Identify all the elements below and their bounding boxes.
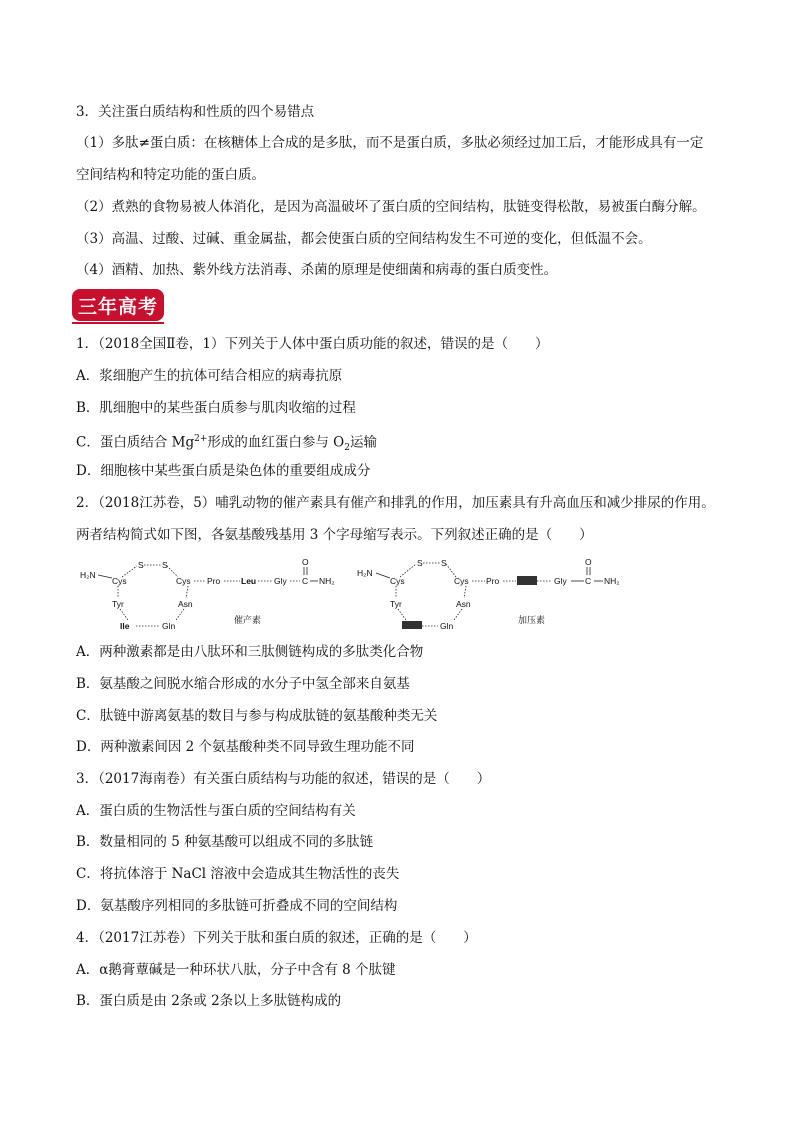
question-2-option-b: B．氨基酸之间脱水缩合形成的水分子中氢全部来自氨基 [76, 676, 410, 692]
cys-right-label: Cys [454, 576, 469, 586]
cys-left-label: Cys [112, 576, 127, 586]
tyr-label: Tyr [112, 599, 124, 609]
gln-label: Gln [440, 621, 454, 631]
question-2-option-c: C．肽链中游离氨基的数目与参与构成肽链的氨基酸种类无关 [76, 708, 438, 724]
question-3-option-c: C．将抗体溶于 NaCl 溶液中会造成其生物活性的丧失 [76, 866, 400, 882]
option-c-text-2: 形成的血红蛋白参与 O [207, 434, 345, 451]
amide-label: NH₂ [604, 576, 620, 586]
sulfur-label: S [441, 558, 447, 568]
leu-label: Leu [241, 576, 257, 586]
question-1-option-b: B．肌细胞中的某些蛋白质参与肌肉收缩的过程 [76, 400, 356, 416]
asn-label: Asn [178, 599, 193, 609]
question-4-stem: 4．（2017江苏卷）下列关于肽和蛋白质的叙述，正确的是（ ） [76, 930, 477, 946]
oxygen-label: O [585, 557, 592, 567]
vasopressin-structure [357, 557, 620, 631]
asn-label: Asn [456, 599, 471, 609]
question-3-option-b: B．数量相同的 5 种氨基酸可以组成不同的多肽链 [76, 834, 374, 850]
question-3-option-d: D．氨基酸序列相同的多肽链可折叠成不同的空间结构 [76, 898, 398, 914]
carbon-label: C [585, 576, 592, 586]
question-2-option-a: A．两种激素都是由八肽环和三肽侧链构成的多肽类化合物 [76, 644, 424, 660]
sulfur-label: S [417, 558, 423, 568]
oxytocin-caption: 催产素 [234, 615, 262, 625]
option-c-subscript: 2 [344, 443, 350, 454]
cys-right-label: Cys [176, 576, 191, 586]
section-badge: 三年高考 [72, 289, 164, 321]
question-2-stem-line-2: 两者结构简式如下图，各氨基酸残基用 3 个字母缩写表示。下列叙述正确的是（ ） [76, 527, 593, 543]
question-2-option-d: D．两种激素间因 2 个氨基酸种类不同导致生理功能不同 [76, 739, 415, 755]
amino-label: H₂N [80, 570, 96, 580]
question-1-option-d: D．细胞核中某些蛋白质是染色体的重要组成成分 [76, 463, 371, 479]
question-3-option-a: A．蛋白质的生物活性与蛋白质的空间结构有关 [76, 803, 356, 819]
amino-label: H₂N [357, 568, 373, 578]
residue-blot [517, 576, 537, 585]
option-c-text-1: C．蛋白质结合 Mg [76, 434, 195, 451]
question-4-option-b: B．蛋白质是由 2条或 2条以上多肽链构成的 [76, 993, 342, 1009]
ile-label: Ile [120, 621, 130, 631]
gly-label: Gly [274, 576, 287, 586]
oxygen-label: O [302, 557, 309, 567]
notes-point-1-line-2: 空间结构和特定功能的蛋白质。 [76, 167, 265, 183]
question-2-stem-line-1: 2．（2018江苏卷，5）哺乳动物的催产素具有催产和排乳的作用，加压素具有升高血压和减少排尿的作用。 [76, 495, 715, 511]
tyr-label: Tyr [390, 599, 402, 609]
notes-point-2: （2）煮熟的食物易被人体消化，是因为高温破坏了蛋白质的空间结构，肽链变得松散，易被蛋白酶分解。 [76, 199, 706, 215]
residue-blot [402, 621, 422, 629]
carbon-label: C [302, 576, 309, 586]
gly-label: Gly [554, 576, 567, 586]
oxytocin-structure [80, 557, 335, 631]
question-1-option-a: A．浆细胞产生的抗体可结合相应的病毒抗原 [76, 368, 343, 384]
question-4-option-a: A．α鹅膏蕈碱是一种环状八肽，分子中含有 8 个肽键 [76, 962, 396, 978]
sulfur-label: S [162, 560, 168, 570]
question-1-stem: 1．（2018全国Ⅱ卷，1）下列关于人体中蛋白质功能的叙述，错误的是（ ） [76, 336, 549, 352]
vasopressin-caption: 加压素 [518, 615, 546, 625]
notes-point-4: （4）酒精、加热、紫外线方法消毒、杀菌的原理是使细菌和病毒的蛋白质变性。 [76, 262, 558, 278]
pro-label: Pro [486, 576, 500, 586]
sulfur-label: S [138, 560, 144, 570]
notes-heading: 3．关注蛋白质结构和性质的四个易错点 [76, 104, 315, 120]
notes-point-1-line-1: （1）多肽≠蛋白质：在核糖体上合成的是多肽，而不是蛋白质，多肽必须经过加工后，才能形成具有一定 [76, 135, 704, 151]
amide-label: NH₂ [319, 576, 335, 586]
question-3-stem: 3．（2017海南卷）有关蛋白质结构与功能的叙述，错误的是（ ） [76, 771, 491, 787]
option-c-superscript: 2+ [194, 434, 208, 444]
gln-label: Gln [162, 621, 176, 631]
cys-left-label: Cys [390, 576, 405, 586]
pro-label: Pro [207, 576, 221, 586]
option-c-text-3: 运输 [349, 434, 377, 451]
notes-point-3: （3）高温、过酸、过碱、重金属盐，都会使蛋白质的空间结构发生不可逆的变化，但低温不会。 [76, 231, 652, 247]
